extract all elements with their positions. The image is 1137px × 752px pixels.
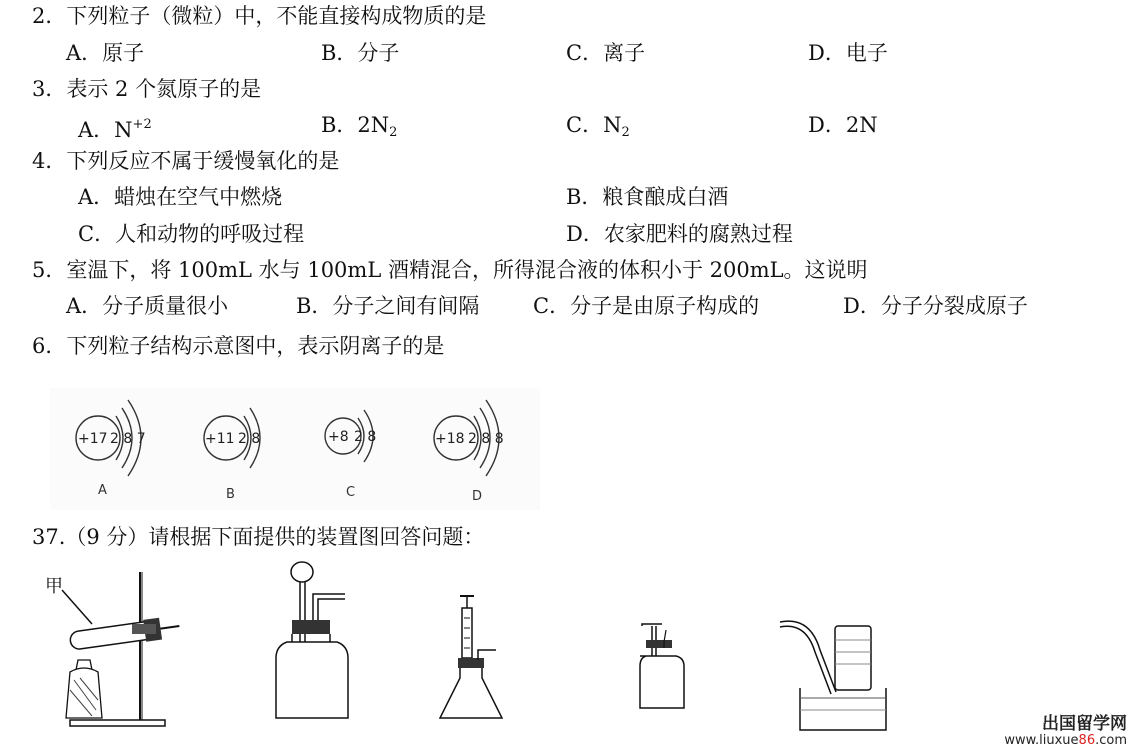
atom-structure-diagrams [50,388,540,510]
q2-stem: 2．下列粒子（微粒）中，不能直接构成物质的是 [32,4,487,28]
watermark [1004,715,1127,748]
diagram-b-label: B [226,487,235,502]
q4-option-c: C．人和动物的呼吸过程 [78,222,305,246]
watermark-url: www.liuxue86.com [1004,732,1127,748]
q4-stem: 4．下列反应不属于缓慢氧化的是 [32,149,340,173]
q3-option-a: A．$N^{+2}$ [78,117,152,142]
q37-stem: 37.（9 分）请根据下面提供的装置图回答问题： [32,525,485,549]
q6-stem: 6．下列粒子结构示意图中，表示阴离子的是 [32,334,445,358]
diagram-a-nucleus: +17 [78,431,108,447]
q2-option-b: B．分子 [321,41,400,65]
q5-option-a: A．分子质量很小 [66,294,229,318]
q4-option-b: B．粮食酿成白酒 [566,185,729,209]
q4-option-a: A．蜡烛在空气中燃烧 [78,185,283,209]
diagram-a-shells: 2 8 7 [110,431,146,447]
diagram-c-shells: 2 8 [354,429,377,445]
q5-option-d: D．分子分裂成原子 [843,294,1028,318]
apparatus-heating-tube [45,572,181,726]
diagram-d-shells: 2 8 8 [468,431,504,447]
q5-option-b: B．分子之间有间隔 [296,294,480,318]
apparatus-gas-bottle [640,624,684,708]
q3-option-c: C．$N_2$ [566,113,630,140]
apparatus-bottle-funnel [276,562,348,718]
diagram-b-shells: 2 8 [238,431,261,447]
q5-stem: 5．室温下，将 100mL 水与 100mL 酒精混合，所得混合液的体积小于 200mL。这说明 [32,258,868,282]
watermark-site-name: 出国留学网 [1042,714,1127,735]
diagram-b-nucleus: +11 [205,431,235,447]
diagram-c-nucleus: +8 [328,429,349,445]
diagram-d-label: D [472,489,483,504]
diagram-d-nucleus: +18 [435,431,465,447]
q3-option-b: B．$2N_2$ [321,113,398,140]
q2-option-c: C．离子 [566,41,646,65]
apparatus-flask-syringe [440,596,502,718]
q4-option-d: D．农家肥料的腐熟过程 [566,222,793,246]
q3-option-d: D．2N [808,113,878,137]
apparatus-water-trough [780,621,886,730]
q3-stem: 3．表示 2 个氮原子的是 [32,77,262,101]
apparatus-diagrams [40,560,900,740]
diagram-c-label: C [346,485,356,500]
q2-option-d: D．电子 [808,41,888,65]
label-jia: 甲 [45,576,63,597]
q5-option-c: C．分子是由原子构成的 [533,294,760,318]
diagram-a-label: A [98,483,107,498]
q2-option-a: A．原子 [66,41,145,65]
